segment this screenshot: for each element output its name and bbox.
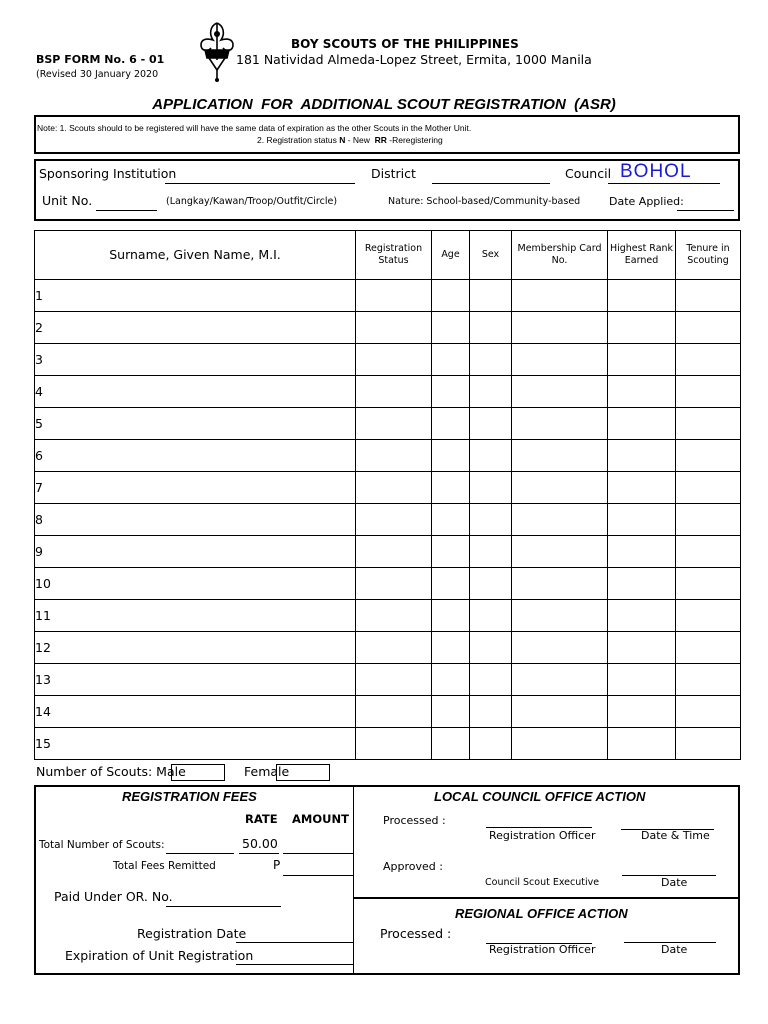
row-number-name-cell[interactable]: 15 — [35, 728, 356, 760]
scouts-table — [34, 230, 741, 760]
table-cell[interactable] — [470, 728, 512, 760]
council-label: Council — [565, 166, 612, 181]
council-field[interactable] — [608, 183, 720, 184]
table-cell[interactable] — [608, 472, 676, 504]
table-cell[interactable] — [432, 600, 470, 632]
table-cell[interactable] — [676, 664, 741, 696]
form-title: APPLICATION FOR ADDITIONAL SCOUT REGISTRATION (ASR) — [152, 96, 616, 113]
table-cell[interactable] — [512, 696, 608, 728]
table-cell[interactable] — [676, 472, 741, 504]
table-cell[interactable] — [676, 536, 741, 568]
table-cell[interactable] — [356, 664, 432, 696]
table-cell[interactable] — [432, 280, 470, 312]
council-value[interactable]: BOHOL — [620, 161, 692, 182]
table-header-row — [35, 231, 741, 280]
local-reg-officer-label: Registration Officer — [489, 829, 596, 842]
regional-processed-label: Processed : — [380, 926, 452, 941]
table-cell[interactable] — [470, 568, 512, 600]
note-line-1: Note: 1. Scouts should to be registered will have the same data of expiration as the other Scouts in the Mother Unit. — [37, 123, 472, 133]
row-number-name-cell[interactable]: 4 — [35, 376, 356, 408]
row-number-name-cell[interactable]: 1 — [35, 280, 356, 312]
table-row — [35, 664, 741, 696]
local-reg-officer-line[interactable] — [486, 827, 592, 828]
table-cell[interactable] — [608, 408, 676, 440]
table-cell[interactable] — [512, 440, 608, 472]
row-number-name-cell[interactable]: 11 — [35, 600, 356, 632]
table-cell[interactable] — [512, 280, 608, 312]
table-row — [35, 632, 741, 664]
header-registration-status: Registration Status — [356, 231, 432, 280]
table-cell[interactable] — [512, 728, 608, 760]
table-cell[interactable] — [676, 376, 741, 408]
table-cell[interactable] — [432, 408, 470, 440]
vertical-divider — [353, 786, 354, 974]
row-number-name-cell[interactable]: 2 — [35, 312, 356, 344]
table-cell[interactable] — [676, 344, 741, 376]
table-cell[interactable] — [470, 440, 512, 472]
table-cell[interactable] — [356, 600, 432, 632]
table-cell[interactable] — [676, 568, 741, 600]
table-cell[interactable] — [512, 376, 608, 408]
or-number-field[interactable] — [166, 906, 281, 907]
local-council-title: LOCAL COUNCIL OFFICE ACTION — [434, 789, 646, 804]
sponsoring-institution-label: Sponsoring Institution — [39, 166, 177, 181]
row-number-name-cell[interactable]: 13 — [35, 664, 356, 696]
table-cell[interactable] — [356, 696, 432, 728]
form-number: BSP FORM No. 6 - 01 — [36, 53, 165, 66]
header-sex: Sex — [470, 231, 512, 280]
table-cell[interactable] — [608, 664, 676, 696]
table-row — [35, 728, 741, 760]
table-cell[interactable] — [432, 440, 470, 472]
table-cell[interactable] — [356, 472, 432, 504]
district-label: District — [371, 166, 416, 181]
table-cell[interactable] — [608, 728, 676, 760]
table-cell[interactable] — [608, 440, 676, 472]
row-number-name-cell[interactable]: 8 — [35, 504, 356, 536]
paid-under-label: Paid Under OR. No. — [54, 889, 173, 904]
table-cell[interactable] — [512, 344, 608, 376]
table-cell[interactable] — [512, 536, 608, 568]
scout-emblem-logo — [197, 20, 237, 82]
unit-no-label: Unit No. — [42, 193, 93, 208]
table-row — [35, 472, 741, 504]
table-row — [35, 440, 741, 472]
female-count-box[interactable] — [276, 764, 330, 781]
table-cell[interactable] — [356, 408, 432, 440]
table-cell[interactable] — [356, 728, 432, 760]
table-cell[interactable] — [432, 376, 470, 408]
local-date-time-label: Date & Time — [641, 829, 710, 842]
total-scouts-label: Total Number of Scouts: — [39, 839, 165, 851]
table-cell[interactable] — [356, 568, 432, 600]
table-cell[interactable] — [512, 664, 608, 696]
row-number-name-cell[interactable]: 12 — [35, 632, 356, 664]
unit-types: (Langkay/Kawan/Troop/Outfit/Circle) — [166, 196, 338, 207]
table-row — [35, 376, 741, 408]
table-cell[interactable] — [512, 600, 608, 632]
table-cell[interactable] — [356, 376, 432, 408]
header-name: Surname, Given Name, M.I. — [35, 231, 356, 280]
registration-date-field[interactable] — [236, 942, 353, 943]
table-cell[interactable] — [356, 504, 432, 536]
table-cell[interactable] — [608, 632, 676, 664]
table-cell[interactable] — [470, 504, 512, 536]
table-cell[interactable] — [512, 568, 608, 600]
table-cell[interactable] — [676, 504, 741, 536]
female-label: Female — [244, 764, 290, 779]
table-cell[interactable] — [432, 472, 470, 504]
horizontal-divider — [354, 897, 739, 899]
table-row — [35, 600, 741, 632]
header-membership-card: Membership Card No. — [512, 231, 608, 280]
header-age: Age — [432, 231, 470, 280]
row-number-name-cell[interactable]: 6 — [35, 440, 356, 472]
table-cell[interactable] — [432, 344, 470, 376]
date-applied-field[interactable] — [677, 210, 734, 211]
table-cell[interactable] — [608, 344, 676, 376]
total-fees-label: Total Fees Remitted — [113, 860, 216, 872]
table-cell[interactable] — [470, 664, 512, 696]
rate-value: 50.00 — [242, 836, 278, 851]
table-row — [35, 536, 741, 568]
table-cell[interactable] — [608, 312, 676, 344]
regional-office-title: REGIONAL OFFICE ACTION — [455, 906, 628, 921]
table-row — [35, 696, 741, 728]
table-cell[interactable] — [608, 696, 676, 728]
table-row — [35, 568, 741, 600]
row-number-name-cell[interactable]: 14 — [35, 696, 356, 728]
organization-address: 181 Natividad Almeda-Lopez Street, Ermita, 1000 Manila — [236, 52, 592, 67]
table-row — [35, 344, 741, 376]
table-cell[interactable] — [608, 376, 676, 408]
number-of-scouts-label: Number of Scouts: Male — [36, 764, 186, 779]
total-fees-field[interactable] — [283, 875, 353, 876]
amount-label: AMOUNT — [292, 812, 349, 826]
table-cell[interactable] — [432, 312, 470, 344]
table-cell[interactable] — [432, 568, 470, 600]
sponsoring-institution-field[interactable] — [165, 183, 355, 184]
expiration-field[interactable] — [236, 964, 353, 965]
approved-label: Approved : — [383, 860, 443, 873]
table-cell[interactable] — [676, 600, 741, 632]
note-line-2: 2. Registration status N - New RR -Reregistering — [257, 135, 443, 145]
table-cell[interactable] — [676, 632, 741, 664]
date-applied-label: Date Applied: — [609, 195, 684, 208]
revised-date: (Revised 30 January 2020 — [36, 69, 159, 80]
table-cell[interactable] — [512, 312, 608, 344]
table-cell[interactable] — [432, 632, 470, 664]
table-cell[interactable] — [356, 632, 432, 664]
total-scouts-field[interactable] — [166, 853, 234, 854]
table-cell[interactable] — [512, 504, 608, 536]
table-cell[interactable] — [432, 536, 470, 568]
male-count-box[interactable] — [171, 764, 225, 781]
table-cell[interactable] — [470, 344, 512, 376]
registration-date-label: Registration Date — [137, 926, 247, 941]
table-cell[interactable] — [676, 440, 741, 472]
table-cell[interactable] — [470, 280, 512, 312]
table-cell[interactable] — [676, 696, 741, 728]
table-cell[interactable] — [470, 696, 512, 728]
table-cell[interactable] — [470, 376, 512, 408]
table-cell[interactable] — [676, 312, 741, 344]
rate-field — [239, 853, 279, 854]
rate-label: RATE — [245, 812, 278, 826]
table-cell[interactable] — [512, 472, 608, 504]
table-cell[interactable] — [608, 600, 676, 632]
nature-label: Nature: School-based/Community-based — [388, 196, 581, 207]
table-cell[interactable] — [470, 472, 512, 504]
table-cell[interactable] — [432, 504, 470, 536]
local-processed-label: Processed : — [383, 814, 446, 827]
table-cell[interactable] — [608, 568, 676, 600]
unit-no-field[interactable] — [96, 210, 157, 211]
table-cell[interactable] — [356, 536, 432, 568]
row-number-name-cell[interactable]: 10 — [35, 568, 356, 600]
table-cell[interactable] — [356, 280, 432, 312]
table-cell[interactable] — [356, 344, 432, 376]
table-cell[interactable] — [356, 312, 432, 344]
district-field[interactable] — [432, 183, 550, 184]
regional-date-label: Date — [661, 943, 688, 956]
expiration-label: Expiration of Unit Registration — [65, 948, 254, 963]
table-row — [35, 312, 741, 344]
table-row — [35, 280, 741, 312]
table-cell[interactable] — [432, 728, 470, 760]
table-cell[interactable] — [432, 696, 470, 728]
table-row — [35, 408, 741, 440]
council-executive-label: Council Scout Executive — [485, 877, 600, 888]
registration-fees-title: REGISTRATION FEES — [122, 789, 257, 804]
table-cell[interactable] — [432, 664, 470, 696]
table-cell[interactable] — [470, 536, 512, 568]
table-cell[interactable] — [470, 408, 512, 440]
row-number-name-cell[interactable]: 5 — [35, 408, 356, 440]
table-cell[interactable] — [608, 504, 676, 536]
table-cell[interactable] — [608, 280, 676, 312]
amount-field[interactable] — [283, 853, 353, 854]
header-tenure: Tenure in Scouting — [676, 231, 741, 280]
table-cell[interactable] — [676, 728, 741, 760]
header-highest-rank: Highest Rank Earned — [608, 231, 676, 280]
table-cell[interactable] — [512, 408, 608, 440]
table-cell[interactable] — [608, 536, 676, 568]
table-cell[interactable] — [470, 600, 512, 632]
approved-date-label: Date — [661, 876, 688, 889]
table-cell[interactable] — [676, 280, 741, 312]
regional-reg-officer-label: Registration Officer — [489, 943, 596, 956]
table-cell[interactable] — [512, 632, 608, 664]
table-cell[interactable] — [356, 440, 432, 472]
row-number-name-cell[interactable]: 3 — [35, 344, 356, 376]
table-cell[interactable] — [676, 408, 741, 440]
table-cell[interactable] — [470, 312, 512, 344]
organization-name: BOY SCOUTS OF THE PHILIPPINES — [291, 37, 519, 51]
table-row — [35, 504, 741, 536]
row-number-name-cell[interactable]: 9 — [35, 536, 356, 568]
peso-sign: P — [273, 858, 281, 872]
table-cell[interactable] — [470, 632, 512, 664]
row-number-name-cell[interactable]: 7 — [35, 472, 356, 504]
